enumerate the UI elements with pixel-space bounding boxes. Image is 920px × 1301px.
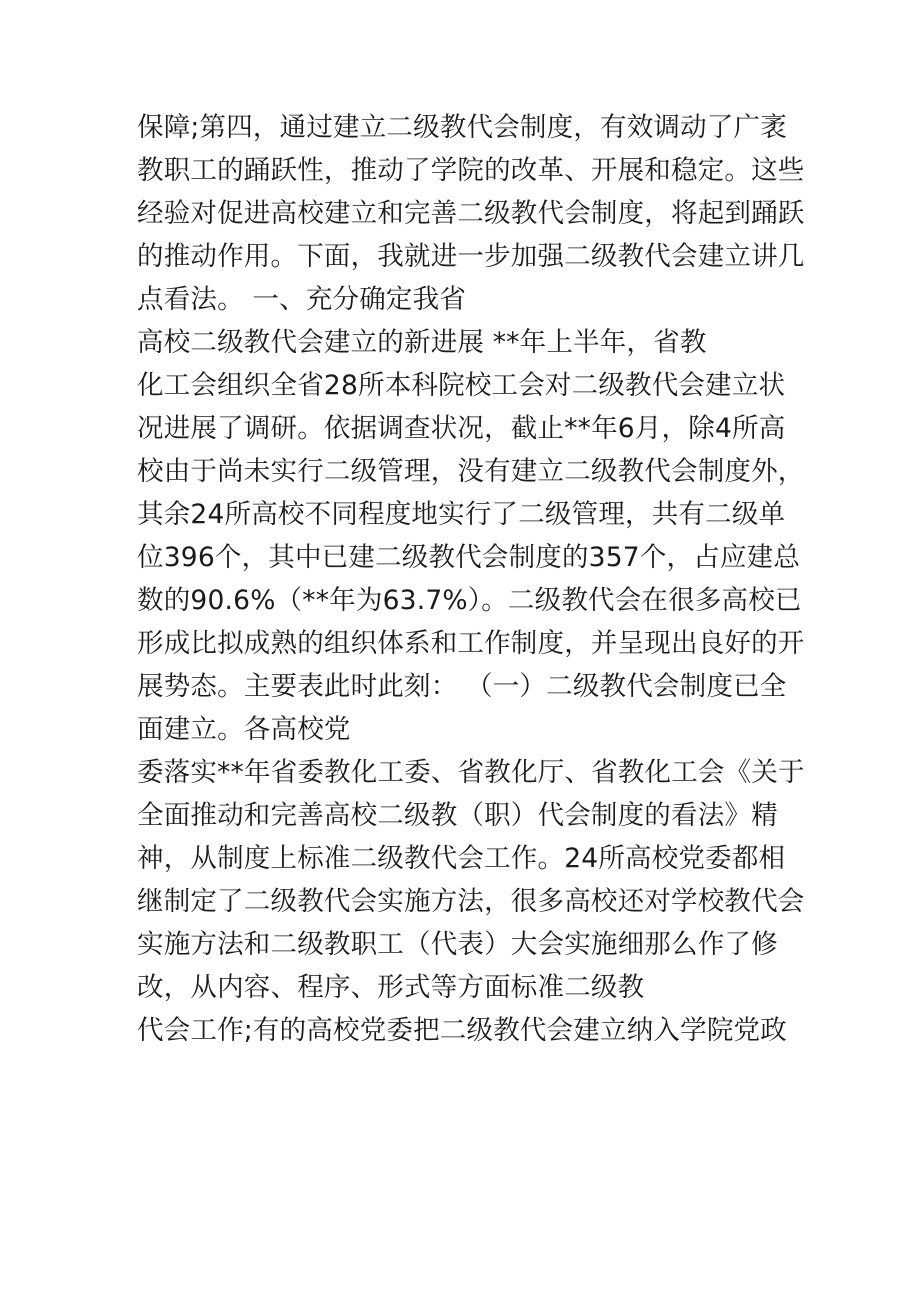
text-line: 代会工作;有的高校党委把二级教代会建立纳入学院党政 (137, 1015, 787, 1046)
text-line: 实施方法和二级教职工（代表）大会实施细那么作了修 (137, 929, 778, 960)
text-line: 改，从内容、程序、形式等方面标准二级教 (137, 972, 645, 1003)
text-line: 经验对促进高校建立和完善二级教代会制度，将起到踊跃 (137, 198, 805, 229)
text-line: 形成比拟成熟的组织体系和工作制度，并呈现出良好的开 (137, 628, 805, 659)
text-line: 全面推动和完善高校二级教（职）代会制度的看法》精 (137, 800, 778, 831)
text-line: 位396个，其中已建二级教代会制度的357个，占应建总 (137, 542, 801, 573)
text-line: 况进展了调研。依据调查状况，截止**年6月，除4所高 (137, 413, 786, 444)
text-line: 的推动作用。下面，我就进一步加强二级教代会建立讲几 (137, 241, 805, 272)
text-line: 展势态。主要表此时此刻： （一）二级教代会制度已全 (137, 671, 787, 702)
text-line: 神，从制度上标准二级教代会工作。24所高校党委都相 (137, 843, 786, 874)
text-line: 委落实**年省委教化工委、省教化厅、省教化工会《关于 (137, 757, 805, 788)
text-line: 校由于尚未实行二级管理，没有建立二级教代会制度外， (137, 456, 805, 487)
text-line: 化工会组织全省28所本科院校工会对二级教代会建立状 (137, 370, 786, 401)
text-line: 点看法。 一、充分确定我省 (137, 284, 467, 315)
text-line: 继制定了二级教代会实施方法，很多高校还对学校教代会 (137, 886, 805, 917)
text-line: 其余24所高校不同程度地实行了二级管理，共有二级单 (137, 499, 786, 530)
text-line: 高校二级教代会建立的新进展 **年上半年，省教 (137, 327, 707, 358)
text-line: 教职工的踊跃性，推动了学院的改革、开展和稳定。这些 (137, 155, 805, 186)
text-line: 保障;第四，通过建立二级教代会制度，有效调动了广袤 (137, 112, 787, 143)
text-line: 面建立。各高校党 (137, 714, 351, 745)
text-line: 数的90.6%（**年为63.7%）。二级教代会在很多高校已 (137, 585, 802, 616)
